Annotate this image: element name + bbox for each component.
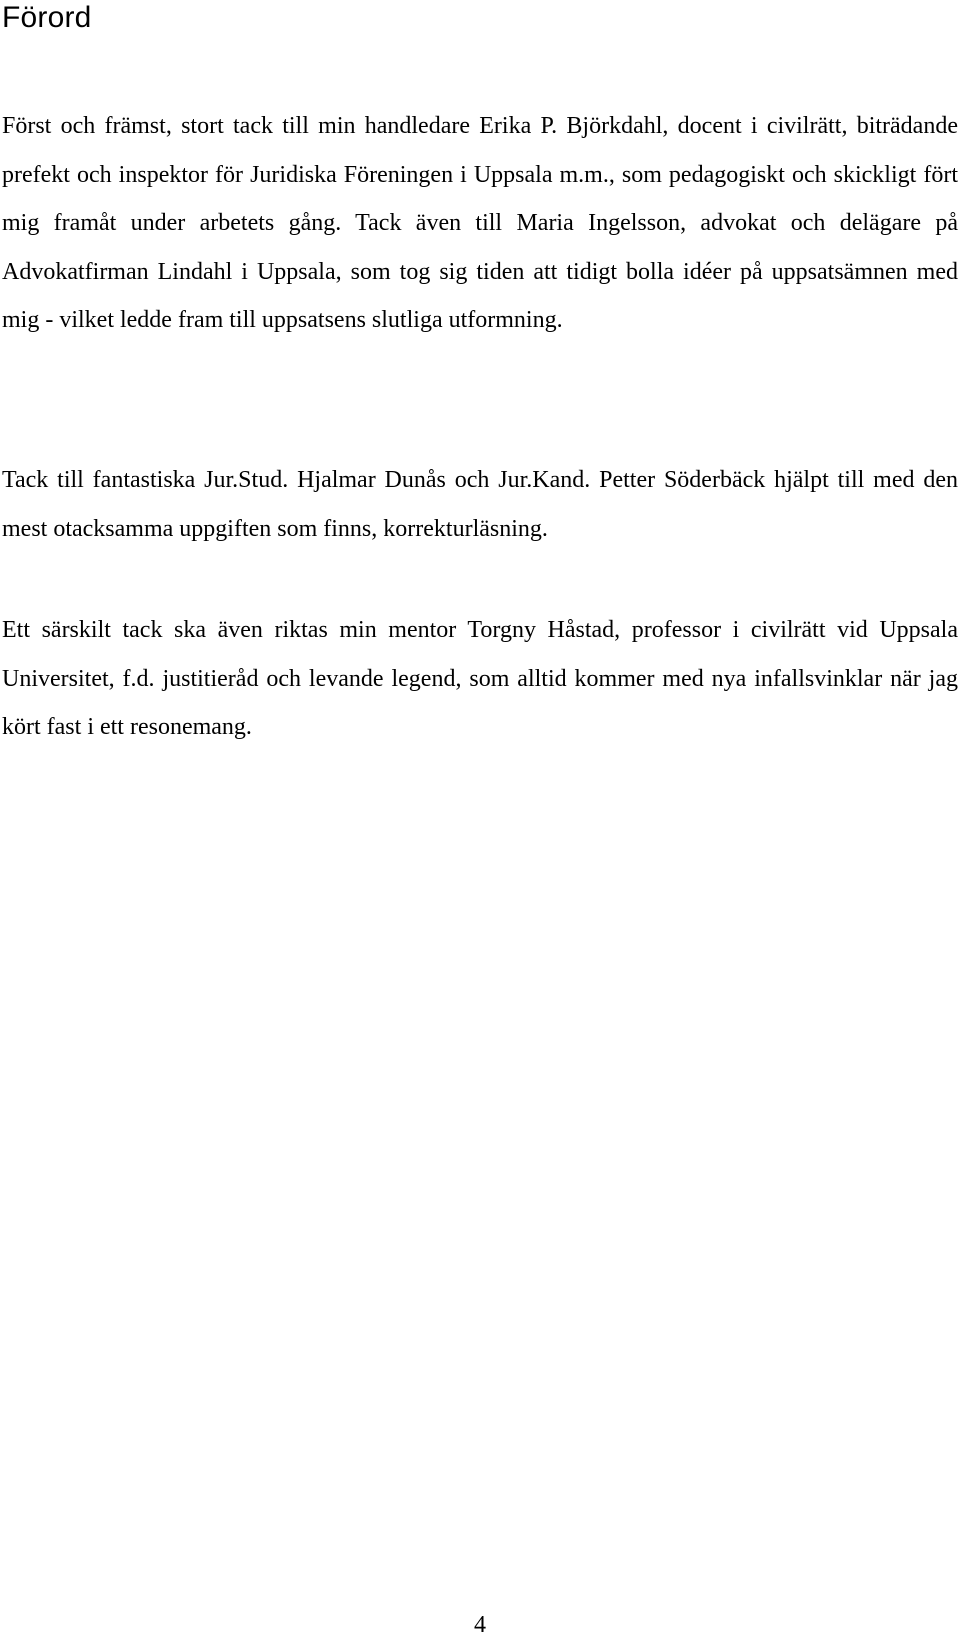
paragraph-acknowledgement-proofreaders: Tack till fantastiska Jur.Stud. Hjalmar Dunås och Jur.Kand. Petter Söderbäck hjälpt till med den mest otacksamma uppgiften som finns, korrekturläsning. bbox=[2, 467, 958, 542]
page-number: 4 bbox=[474, 1612, 486, 1638]
paragraph-acknowledgement-supervisor: Först och främst, stort tack till min handledare Erika P. Björkdahl, docent i civilrätt, biträdande prefekt och inspektor för Juridiska Föreningen i Uppsala m.m., som pedagogiskt och skickligt fört mig framåt under arbetets gång. Tack även till Maria Ingelsson, advokat och delägare på Advokatfirman Lindahl i Uppsala, som tog sig tiden att tidigt bolla idéer på uppsatsämnen med mig - vilket ledde fram till uppsatsens slutliga utformning. bbox=[2, 113, 958, 334]
page-title: Förord bbox=[2, 1, 92, 34]
paragraph-acknowledgement-mentor: Ett särskilt tack ska även riktas min mentor Torgny Håstad, professor i civilrätt vid Uppsala Universitet, f.d. justitieråd och levande legend, som alltid kommer med nya infallsvinklar när jag kört fast i ett resonemang. bbox=[2, 617, 958, 741]
